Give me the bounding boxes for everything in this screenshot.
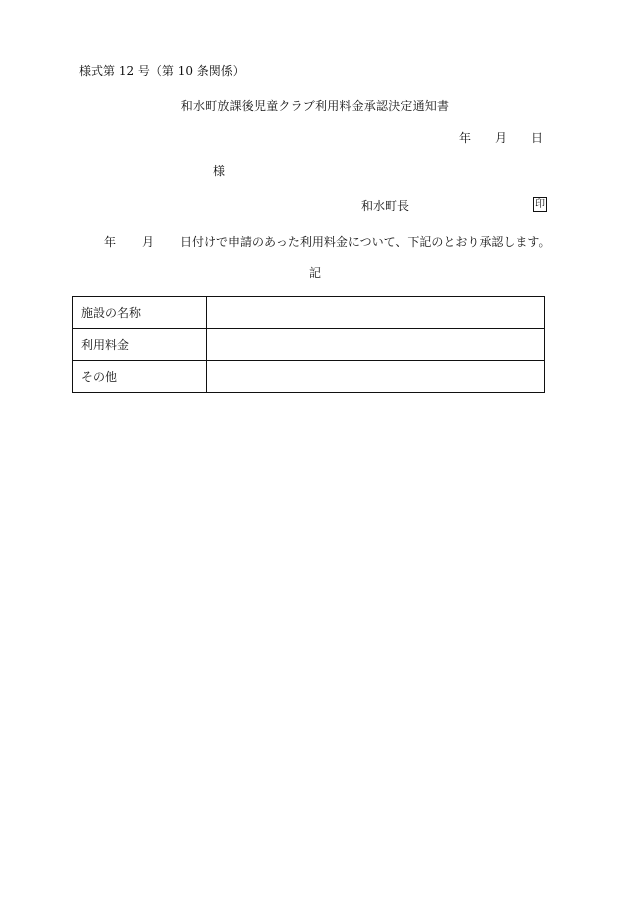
date-line [459, 131, 543, 145]
date-day-label: 日 [531, 131, 544, 145]
table-row [73, 361, 545, 393]
body-month-label: 月 [142, 235, 155, 249]
form-number: 様式第 12 号（第 10 条関係） [79, 64, 245, 78]
fee-value [207, 329, 545, 361]
seal-mark: 印 [535, 199, 545, 210]
date-year-label: 年 [459, 131, 472, 145]
ki-heading: 記 [308, 266, 321, 280]
addressee-suffix: 様 [213, 164, 226, 178]
facility-name-label: 施設の名称 [73, 297, 207, 329]
date-month-label: 月 [495, 131, 508, 145]
table-row [73, 297, 545, 329]
other-value [207, 361, 545, 393]
body-year-label: 年 [104, 235, 117, 249]
body-text: 日付けで申請のあった利用料金について、下記のとおり承認します。 [180, 235, 551, 249]
fee-label: 利用料金 [73, 329, 207, 361]
table-row [73, 329, 545, 361]
issuer-name: 和水町長 [361, 199, 410, 213]
other-label: その他 [73, 361, 207, 393]
details-table [72, 296, 545, 393]
document-title: 和水町放課後児童クラブ利用料金承認決定通知書 [180, 99, 450, 113]
facility-name-value [207, 297, 545, 329]
body-paragraph [104, 235, 550, 249]
